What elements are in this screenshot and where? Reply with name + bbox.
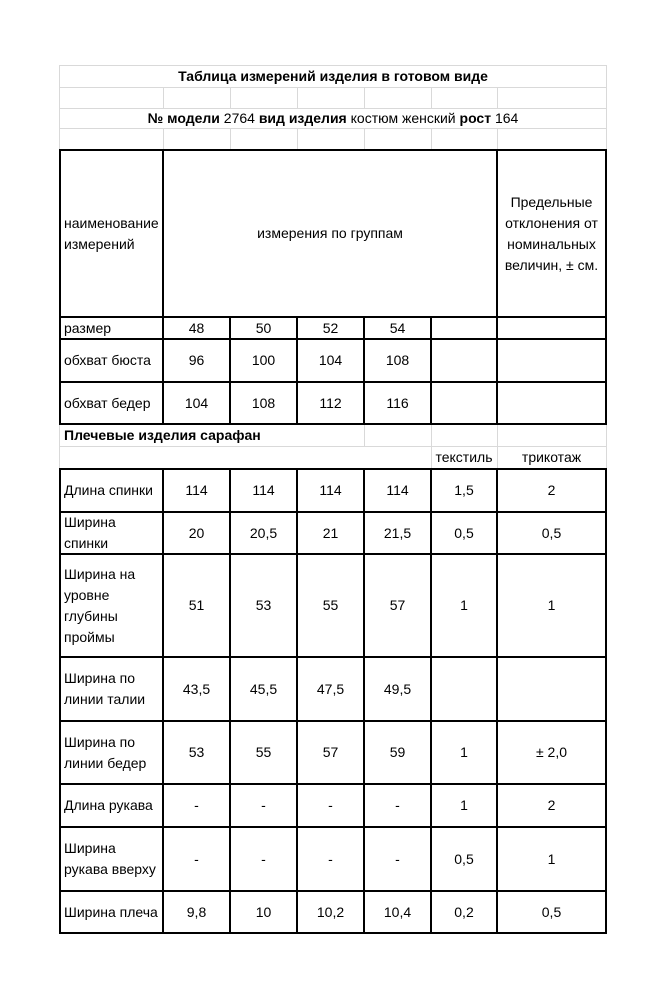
border [59,932,607,934]
measure-value-cell: 21,5 [383,524,412,541]
knit-tolerance-cell: ± 2,0 [535,744,568,760]
size-value-cell: 104 [184,394,209,411]
measure-value-cell: - [328,797,333,813]
measure-value-cell: 51 [188,597,205,613]
knit-tolerance-cell: 0,5 [541,903,562,920]
gridline [163,87,164,108]
gridline [431,128,432,150]
gridline [364,128,365,150]
gridline [431,87,432,108]
border [605,149,607,425]
measure-label: Ширина по линии бедер [64,733,147,771]
measure-label: Длина спинки [64,482,153,498]
knit-tolerance-cell: 2 [547,482,556,498]
measure-value-cell: 47,5 [316,680,345,697]
tolerance-header-knit: трикотаж [521,449,582,465]
measure-value-cell: - [261,850,266,867]
knit-tolerance-cell [498,658,605,720]
measure-value-cell: 114 [386,482,409,498]
measure-value-cell: 21 [322,524,339,541]
measure-value-cell: 10,4 [383,903,412,920]
textile-tolerance-cell: 0,5 [454,850,474,867]
measure-label: Длина рукава [64,797,153,813]
gridline [163,128,164,150]
measure-value-cell: 20 [188,524,205,541]
gridline [59,424,60,469]
size-value-cell: 100 [251,352,276,368]
measure-label: Ширина плеча [64,903,158,920]
textile-tolerance-cell: 1,5 [454,482,474,498]
gridline [364,87,365,108]
measure-value-cell: 9,8 [186,903,207,920]
model-value: 2764 [223,109,255,126]
height-value: 164 [494,109,519,126]
header-groups-column: измерения по группам [257,225,403,241]
gridline [497,128,498,150]
measure-value-cell: 55 [322,597,339,613]
model-label: № модели [147,109,220,126]
measure-label: Ширина по линии талии [64,670,146,707]
measure-value-cell: 10 [255,903,272,920]
measure-label: Ширина на уровне глубины проймы [64,565,136,645]
row-label: размер [64,319,112,336]
gridline [297,128,298,150]
gridline [606,424,607,469]
header-tolerance-column: Предельные отклонения от номинальных величин, ± см. [504,193,599,273]
size-value-cell: 112 [319,394,342,411]
measure-value-cell: 57 [389,597,406,613]
size-value-cell: 116 [386,394,409,411]
measure-value-cell: - [395,797,400,813]
knit-tolerance-cell: 0,5 [541,524,562,541]
measure-value-cell: - [194,850,199,867]
textile-tolerance-cell: 1 [460,797,468,813]
measure-value-cell: 20,5 [249,524,278,541]
page-title: Таблица измерений изделия в готовом виде [178,68,488,84]
measure-value-cell: 114 [252,482,275,498]
textile-tolerance-cell: 1 [460,744,468,760]
row-label: обхват бюста [64,352,151,368]
textile-tolerance-cell: 0,2 [454,903,474,920]
gridline [606,65,607,150]
measure-value-cell: 10,2 [316,903,345,920]
measure-value-cell: 53 [188,744,205,760]
height-label: рост [459,109,492,126]
size-value-cell: 50 [255,319,272,336]
textile-tolerance-cell: 1 [460,597,468,613]
border [605,468,607,934]
measure-value-cell: - [261,797,266,813]
measure-label: Ширина рукава вверху [64,840,156,877]
measure-value-cell: 53 [255,597,272,613]
gridline [497,87,498,108]
measure-value-cell: - [328,850,333,867]
textile-tolerance-cell: 0,5 [454,524,474,541]
row-label: обхват бедер [64,394,151,411]
model-info-line [60,108,606,128]
measure-value-cell: 43,5 [182,680,211,697]
gridline [297,87,298,108]
size-value-cell: 52 [322,319,339,336]
size-value-cell: 108 [251,394,276,411]
measure-value-cell: 114 [319,482,342,498]
gridline [59,87,607,88]
size-value-cell: 108 [385,352,410,368]
measure-value-cell: 114 [185,482,208,498]
measure-value-cell: 49,5 [383,680,412,697]
size-value-cell: 96 [188,352,205,368]
border [430,316,432,425]
measure-value-cell: 45,5 [249,680,278,697]
measure-value-cell: 59 [389,744,406,760]
gridline [230,87,231,108]
size-value-cell: 48 [188,319,205,336]
knit-tolerance-cell: 1 [547,597,556,613]
measure-value-cell: - [395,850,400,867]
kind-value: костюм женский [350,109,456,126]
kind-label: вид изделия [258,109,347,126]
gridline [364,424,365,446]
tolerance-header-textile: текстиль [435,449,493,465]
measure-value-cell: 55 [255,744,272,760]
measure-value-cell: 57 [322,744,339,760]
knit-tolerance-cell: 1 [547,850,556,867]
size-value-cell: 104 [318,352,343,368]
gridline [230,128,231,150]
measure-label: Ширина спинки [64,514,116,551]
header-name-column: наименование измерений [64,214,159,252]
knit-tolerance-cell: 2 [547,797,556,813]
section-title: Плечевые изделия сарафан [64,427,261,443]
size-value-cell: 54 [389,319,406,336]
textile-tolerance-cell [432,658,496,720]
measure-value-cell: - [194,797,199,813]
